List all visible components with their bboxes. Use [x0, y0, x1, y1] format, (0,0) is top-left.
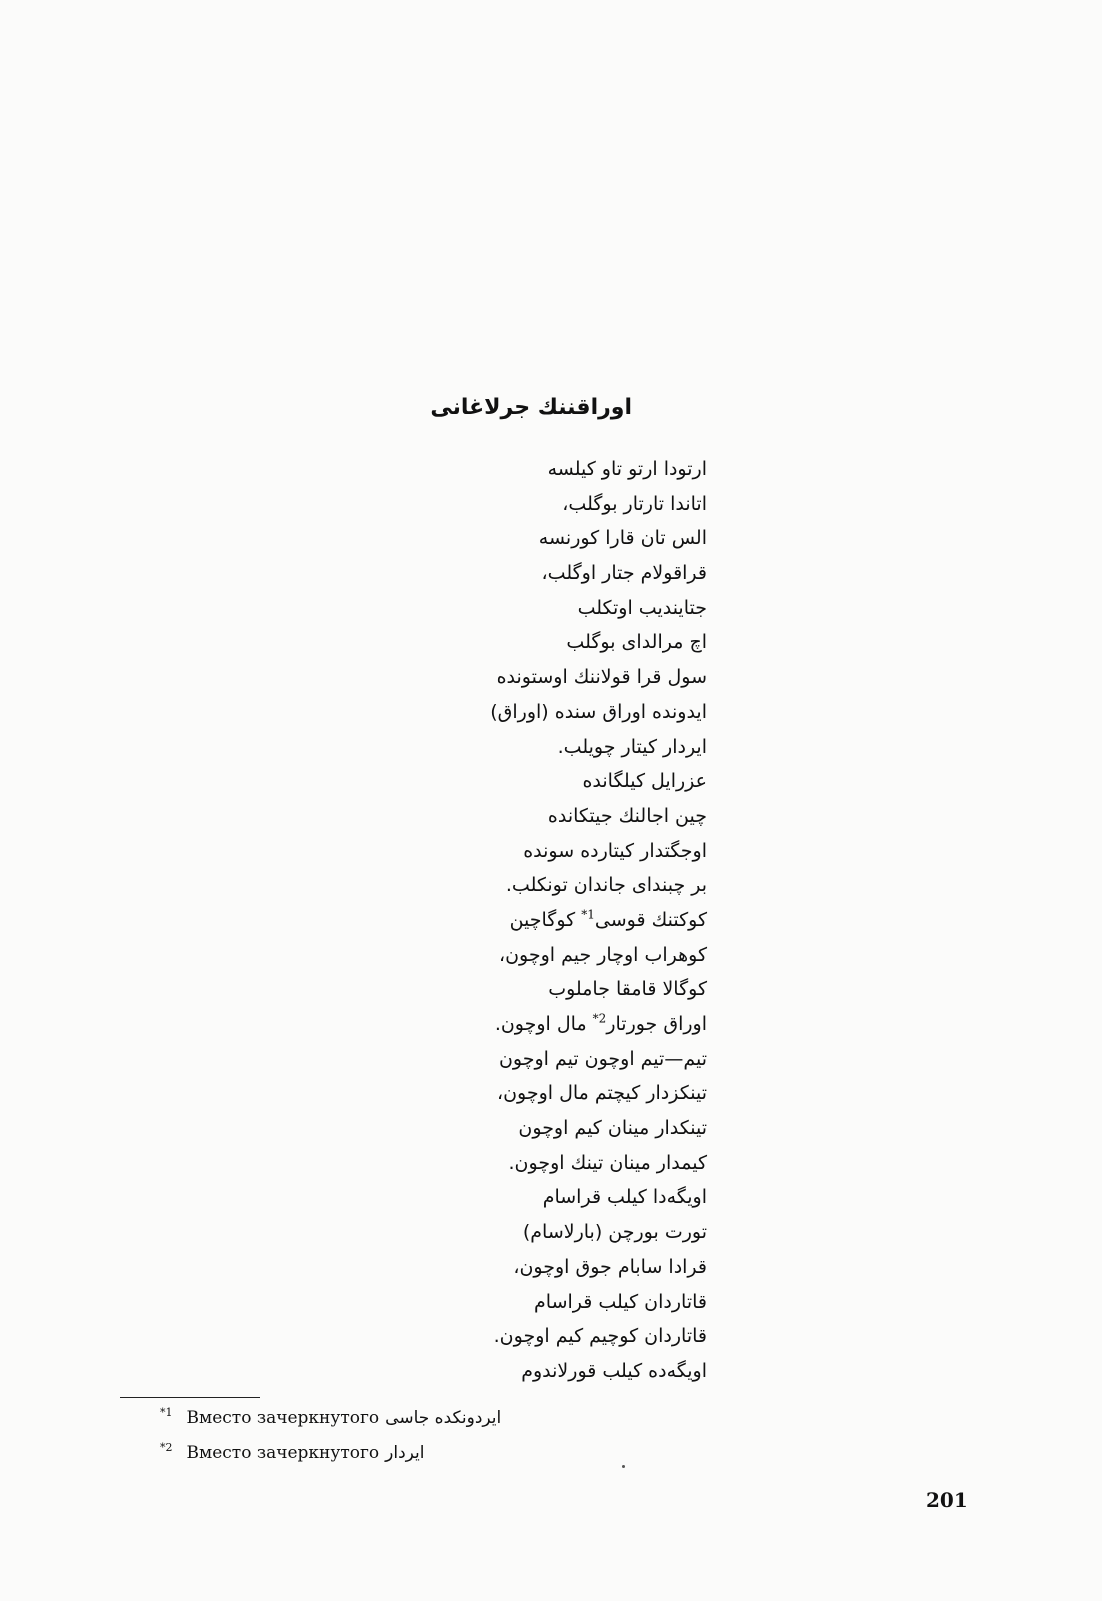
verse-text: قاتاردان كوچيم كيم اوچون. — [493, 1325, 707, 1348]
verse-text: تيم—تيم اوچون تيم اوچون — [498, 1047, 707, 1070]
verse-text: كوهراب اوچار جيم اوچون، — [498, 943, 707, 966]
footnote-note: Вместо зачеркнутого — [186, 1443, 380, 1463]
verse-text: قاتاردان كيلب قراسام — [534, 1290, 707, 1313]
footnote-marker: *2 — [592, 1011, 607, 1026]
verse-text: تورت بورچن (بارلاسام) — [522, 1221, 707, 1244]
verse-text: ايردار كيتار چويلب. — [557, 735, 707, 758]
verse-text: تينكدار مينان كيم اوچون — [518, 1117, 707, 1140]
page-number: 201 — [926, 1488, 968, 1512]
verse-text: اوجگتدار كيتارده سونده — [523, 839, 707, 862]
verse-line — [490, 452, 707, 487]
verse-line — [490, 1111, 707, 1146]
verse-line — [490, 834, 707, 869]
verse-text: سول قرا قولاننك اوستونده — [496, 666, 707, 689]
stray-dot — [622, 1465, 625, 1468]
verse-line — [490, 1146, 707, 1181]
verse-line — [490, 1007, 707, 1042]
verse-line — [490, 591, 707, 626]
verse-line — [490, 1250, 707, 1285]
verse-line — [490, 695, 707, 730]
verse-text: اويگەدا كيلب قراسام — [542, 1186, 707, 1209]
verse-text: قرادا سابام جوق اوچون، — [513, 1255, 707, 1278]
verse-text: بر چبنداى جاندان تونكلب. — [505, 874, 707, 897]
verse-line — [490, 938, 707, 973]
footnote-1 — [160, 1408, 501, 1428]
poem-body — [490, 452, 707, 1389]
verse-line — [490, 764, 707, 799]
verse-text: چين اجالنك جيتكانده — [547, 804, 707, 827]
verse-text: اتاندا تارتار بوگلب، — [562, 492, 707, 515]
verse-text-after: كوگاچين — [509, 908, 582, 931]
verse-line — [490, 868, 707, 903]
verse-text: اچ مرالداى بوگلب — [566, 631, 707, 654]
verse-line — [490, 556, 707, 591]
verse-line — [490, 903, 707, 938]
footnote-marker: *1 — [581, 907, 595, 922]
footnote-number: *2 — [160, 1441, 173, 1455]
footnote-number: *1 — [160, 1406, 173, 1420]
verse-line — [490, 660, 707, 695]
verse-line — [490, 521, 707, 556]
footnote-2 — [160, 1443, 425, 1463]
verse-line — [490, 1319, 707, 1354]
verse-text: تينكزدار كيچتم مال اوچون، — [496, 1082, 707, 1105]
verse-text: عزرايل كيلگانده — [582, 770, 707, 793]
verse-text: كوكتنك قوسى — [594, 908, 707, 931]
footnote-note: Вместо зачеркнутого — [186, 1408, 380, 1428]
verse-text: كيمدار مينان تينك اوچون. — [508, 1151, 707, 1174]
verse-line — [490, 1042, 707, 1077]
verse-line — [490, 1285, 707, 1320]
verse-line — [490, 1076, 707, 1111]
verse-text: اوراق جورتار — [606, 1013, 707, 1035]
verse-line — [490, 799, 707, 834]
verse-text: جتايندیب اوتكلب — [577, 596, 707, 619]
verse-text: كوگالا قامقا جاملوب — [548, 978, 707, 1001]
verse-line — [490, 1180, 707, 1215]
footnote-word: ايردونكده جاسى — [385, 1408, 502, 1428]
verse-text: الس تان قارا كورنسه — [538, 527, 707, 550]
verse-text: ايدونده اوراق سنده (اوراق) — [490, 700, 707, 723]
verse-text: اويگەده كيلب قورلاندوم — [521, 1359, 707, 1382]
footnote-divider — [120, 1397, 260, 1398]
verse-line — [490, 1215, 707, 1250]
verse-line — [490, 972, 707, 1007]
poem-title: اوراقننك جرلاغانى — [430, 395, 632, 420]
verse-line — [490, 625, 707, 660]
verse-line — [490, 1354, 707, 1389]
verse-text-after: مال اوچون. — [494, 1013, 593, 1035]
footnote-word: ايردار — [385, 1443, 425, 1463]
verse-line — [490, 487, 707, 522]
verse-line — [490, 730, 707, 765]
verse-text: ارتودا ارتو تاو كيلسه — [547, 458, 707, 480]
verse-text: قراقولام جتار اوگلب، — [541, 562, 707, 585]
